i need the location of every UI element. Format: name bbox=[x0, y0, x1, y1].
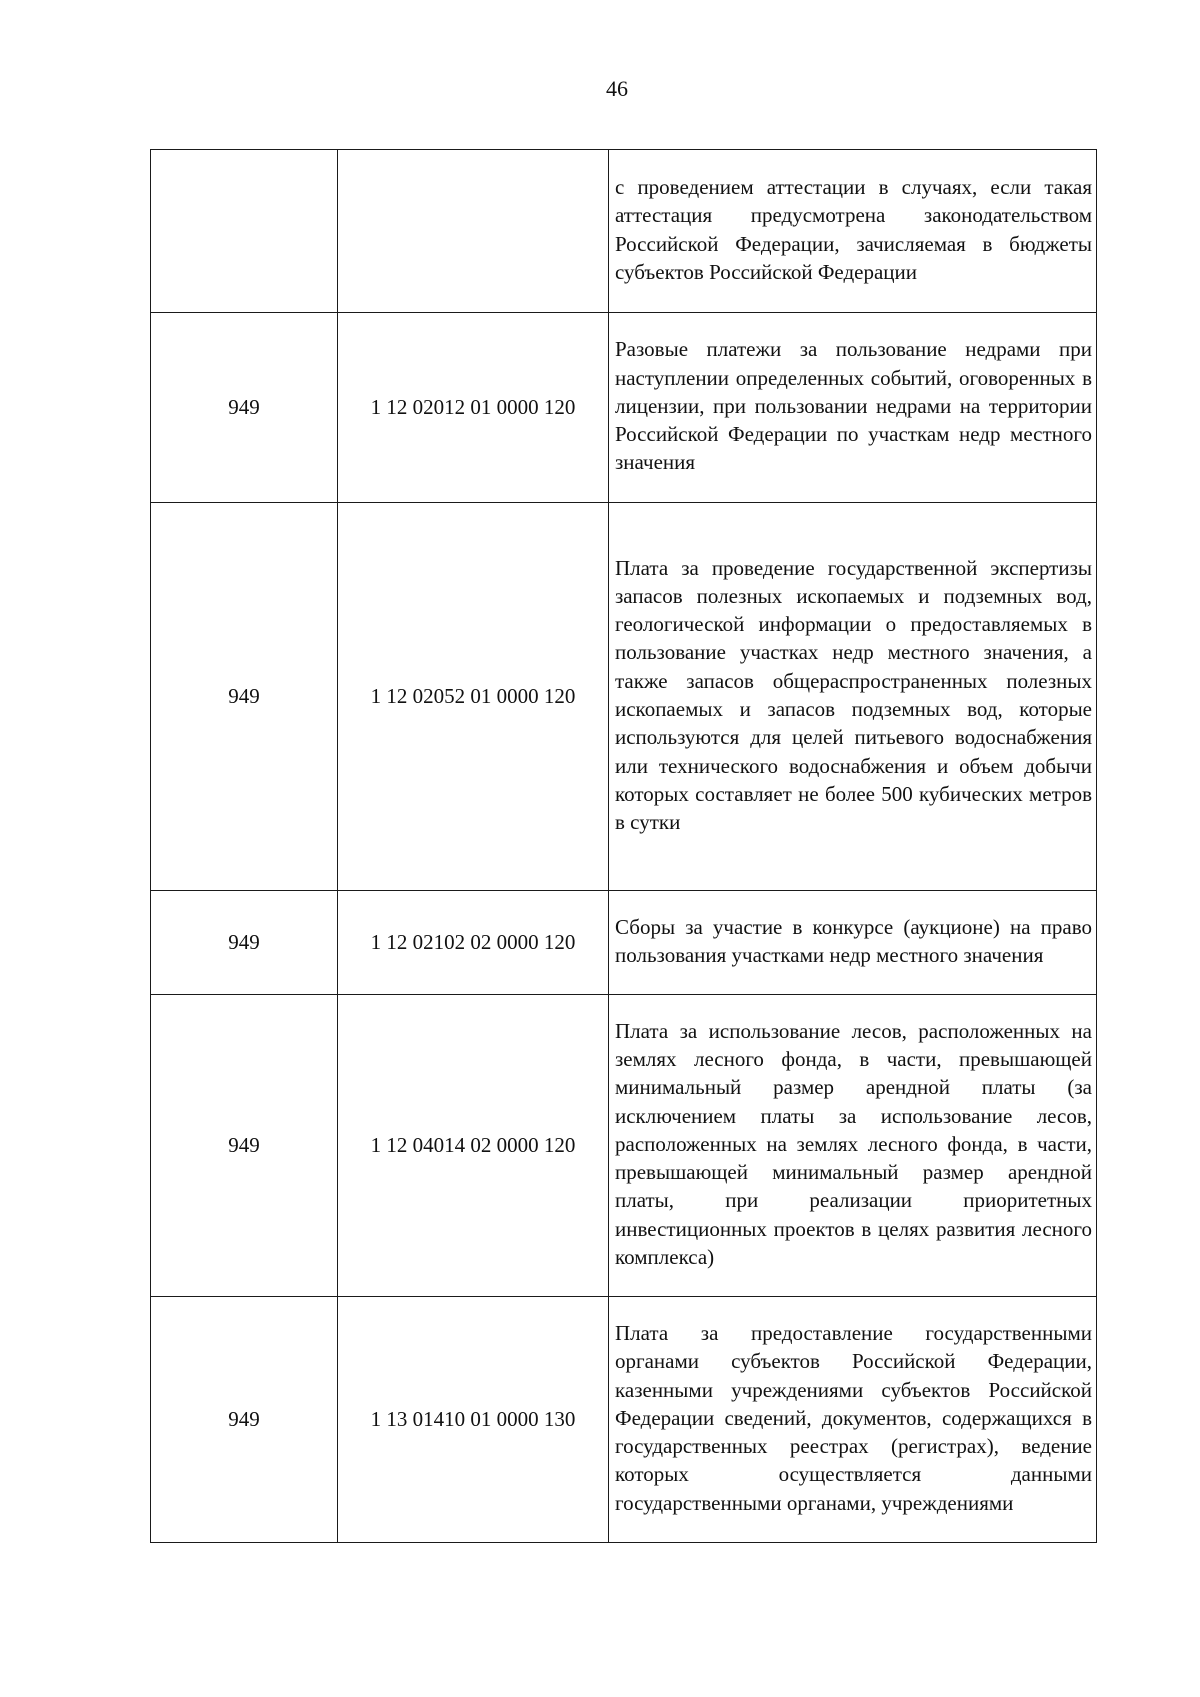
budget-code-cell: 1 13 01410 01 0000 130 bbox=[338, 1297, 609, 1543]
description-cell: Плата за предоставление государственными органами субъектов Российской Федерации, казенными учреждениями субъектов Российской Федерации сведений, документов, содержащихся в государственных реестрах (регистрах), ведение которых осуществляется данными государственными органами, учреждениями bbox=[609, 1297, 1097, 1543]
budget-code-cell: 1 12 04014 02 0000 120 bbox=[338, 995, 609, 1297]
description-cell: Плата за использование лесов, расположенных на землях лесного фонда, в части, превышающей минимальный размер арендной платы (за исключением платы за использование лесов, расположенных на землях лесного фонда, в части, превышающей минимальный размер арендной платы, при реализации приоритетных инвестиционных проектов в целях развития лесного комплекса) bbox=[609, 995, 1097, 1297]
budget-code-cell: 1 12 02052 01 0000 120 bbox=[338, 503, 609, 891]
admin-code-cell: 949 bbox=[151, 1297, 338, 1543]
admin-code-cell: 949 bbox=[151, 503, 338, 891]
page-number: 46 bbox=[606, 76, 628, 101]
admin-code-cell: 949 bbox=[151, 995, 338, 1297]
description-cell: Разовые платежи за пользование недрами при наступлении определенных событий, оговоренных в лицензии, при пользовании недрами на территории Российской Федерации по участкам недр местного значения bbox=[609, 313, 1097, 503]
table-row bbox=[151, 150, 1097, 313]
budget-code-cell: 1 12 02012 01 0000 120 bbox=[338, 313, 609, 503]
admin-code-cell: 949 bbox=[151, 313, 338, 503]
admin-code-cell bbox=[151, 150, 338, 313]
table-row bbox=[151, 995, 1097, 1297]
description-cell: Плата за проведение государственной экспертизы запасов полезных ископаемых и подземных вод, геологической информации о предоставляемых в пользование участках недр местного значения, а также запасов общераспространенных полезных ископаемых и запасов подземных вод, которые используются для целей питьевого водоснабжения или технического водоснабжения и объем добычи которых составляет не более 500 кубических метров в сутки bbox=[609, 503, 1097, 891]
table-row bbox=[151, 313, 1097, 503]
budget-code-cell: 1 12 02102 02 0000 120 bbox=[338, 891, 609, 995]
table-row bbox=[151, 891, 1097, 995]
description-cell: с проведением аттестации в случаях, если такая аттестация предусмотрена законодательством Российской Федерации, зачисляемая в бюджеты субъектов Российской Федерации bbox=[609, 150, 1097, 313]
description-cell: Сборы за участие в конкурсе (аукционе) на право пользования участками недр местного значения bbox=[609, 891, 1097, 995]
table-row bbox=[151, 503, 1097, 891]
admin-code-cell: 949 bbox=[151, 891, 338, 995]
budget-code-cell bbox=[338, 150, 609, 313]
revenue-codes-table bbox=[150, 149, 1097, 1543]
table-row bbox=[151, 1297, 1097, 1543]
